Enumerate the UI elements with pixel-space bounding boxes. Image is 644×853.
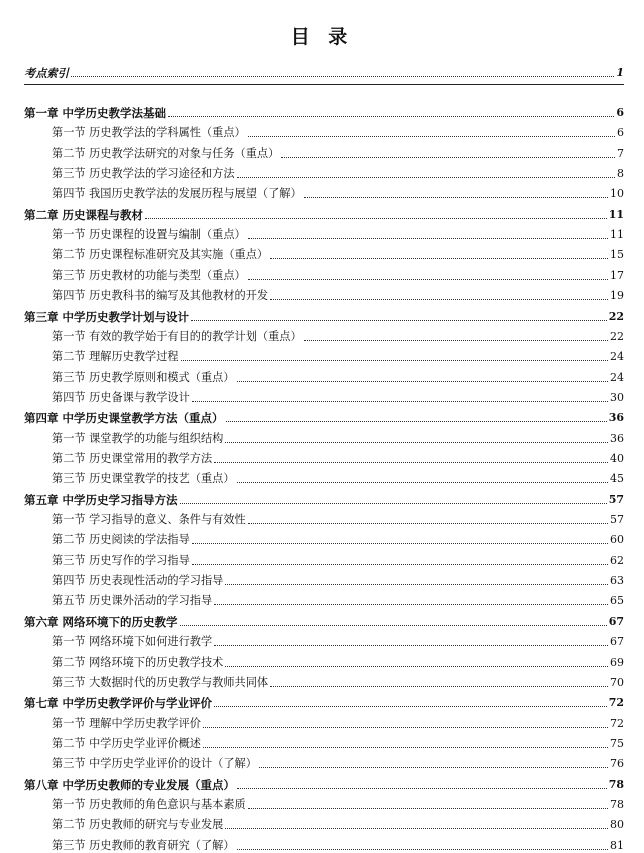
toc-section-label: 第四节 历史教科书的编写及其他教材的开发 xyxy=(52,289,269,303)
toc-section-page: 63 xyxy=(610,574,624,588)
toc-section-entry[interactable] xyxy=(52,147,624,161)
toc-section-label: 第三节 大数据时代的历史教学与教师共同体 xyxy=(52,675,269,689)
toc-section-entry[interactable] xyxy=(52,818,624,832)
leader-dots xyxy=(281,157,615,158)
leader-dots xyxy=(214,645,608,646)
toc-section-page: 22 xyxy=(610,329,624,343)
toc-chapter-page: 36 xyxy=(608,411,624,425)
toc-section-label: 第二节 历史课程标准研究及其实施（重点） xyxy=(52,248,269,262)
leader-dots xyxy=(71,76,615,77)
toc-section-label: 第三节 历史写作的学习指导 xyxy=(52,553,190,567)
toc-chapter-entry[interactable] xyxy=(24,615,624,629)
leader-dots xyxy=(248,238,608,239)
toc-section-page: 76 xyxy=(610,757,624,771)
toc-section-entry[interactable] xyxy=(52,574,624,588)
toc-section-entry[interactable] xyxy=(52,269,624,283)
leader-dots xyxy=(180,625,607,626)
toc-chapter-label: 第四章 中学历史课堂教学方法（重点） xyxy=(24,411,224,426)
toc-section-page: 72 xyxy=(610,716,624,730)
toc-section-page: 40 xyxy=(610,452,624,465)
toc-section-page: 78 xyxy=(610,797,624,811)
toc-section-entry[interactable] xyxy=(52,839,624,853)
toc-section-page: 62 xyxy=(610,553,624,567)
toc-section-page: 69 xyxy=(610,655,624,669)
leader-dots xyxy=(304,197,608,198)
toc-section-label: 第三节 历史教学法的学习途径和方法 xyxy=(52,167,235,180)
toc-section-page: 70 xyxy=(610,675,624,689)
toc-section-label: 第三节 历史教材的功能与类型（重点） xyxy=(52,268,246,282)
toc-section-page: 36 xyxy=(610,431,624,445)
toc-section-entry[interactable] xyxy=(52,126,624,140)
leader-dots xyxy=(214,604,608,605)
toc-section-label: 第一节 历史课程的设置与编制（重点） xyxy=(52,228,246,242)
leader-dots xyxy=(181,360,608,361)
toc-section-label: 第一节 历史教师的角色意识与基本素质 xyxy=(52,797,246,811)
leader-dots xyxy=(248,279,608,280)
toc-section-entry[interactable] xyxy=(52,452,624,466)
toc-section-page: 24 xyxy=(610,370,624,384)
toc-section-entry[interactable] xyxy=(52,391,624,405)
toc-chapter-entry[interactable] xyxy=(24,310,624,324)
toc-section-entry[interactable] xyxy=(52,248,624,262)
toc-section-page: 17 xyxy=(610,268,624,282)
toc-chapter-label: 第一章 中学历史教学法基础 xyxy=(24,106,167,120)
toc-chapter-entry[interactable] xyxy=(24,493,624,507)
toc-section-page: 15 xyxy=(610,248,624,262)
leader-dots xyxy=(304,340,608,341)
toc-section-page: 30 xyxy=(610,390,624,404)
leader-dots xyxy=(192,543,608,544)
toc-section-page: 6 xyxy=(617,126,624,140)
toc-section-label: 第三节 历史教学原则和模式（重点） xyxy=(52,370,235,384)
leader-dots xyxy=(145,218,607,219)
toc-chapter-page: 6 xyxy=(616,106,624,119)
toc-section-entry[interactable] xyxy=(52,737,624,751)
toc-section-entry[interactable] xyxy=(52,533,624,547)
leader-dots xyxy=(168,116,614,117)
toc-chapter-entry[interactable] xyxy=(24,208,624,222)
toc-section-label: 第一节 课堂教学的功能与组织结构 xyxy=(52,431,224,445)
leader-dots xyxy=(270,299,608,300)
divider-rule xyxy=(24,84,624,85)
leader-dots xyxy=(191,320,607,321)
toc-section-entry[interactable] xyxy=(52,228,624,242)
toc-section-page: 67 xyxy=(610,635,624,649)
toc-section-label: 第二节 历史课堂常用的教学方法 xyxy=(52,452,213,465)
toc-section-entry[interactable] xyxy=(52,289,624,303)
leader-dots xyxy=(237,788,607,789)
leader-dots xyxy=(248,808,608,809)
toc-chapter-entry[interactable] xyxy=(24,411,624,425)
toc-section-page: 80 xyxy=(610,818,624,832)
toc-section-entry[interactable] xyxy=(52,432,624,446)
toc-section-label: 第一节 理解中学历史教学评价 xyxy=(52,716,201,730)
toc-section-label: 第三节 历史课堂教学的技艺（重点） xyxy=(52,472,235,486)
toc-section-label: 第二节 历史教学法研究的对象与任务（重点） xyxy=(52,146,280,160)
toc-section-page: 75 xyxy=(610,736,624,750)
toc-section-page: 65 xyxy=(610,594,624,608)
toc-chapter-label: 第八章 中学历史教师的专业发展（重点） xyxy=(24,777,236,792)
toc-chapter-page: 57 xyxy=(608,492,624,506)
toc-section-entry[interactable] xyxy=(52,330,624,344)
leader-dots xyxy=(203,727,608,728)
leader-dots xyxy=(270,258,608,259)
toc-section-entry[interactable] xyxy=(52,676,624,690)
toc-section-label: 第一节 学习指导的意义、条件与有效性 xyxy=(52,513,246,526)
toc-chapter-page: 11 xyxy=(608,207,624,221)
leader-dots xyxy=(225,442,608,443)
toc-section-label: 第三节 中学历史学业评价的设计（了解） xyxy=(52,757,257,771)
toc-section-label: 第一节 网络环境下如何进行教学 xyxy=(52,635,213,649)
toc-section-label: 第二节 理解历史教学过程 xyxy=(52,350,179,364)
toc-section-entry[interactable] xyxy=(52,350,624,364)
toc-section-entry[interactable] xyxy=(52,554,624,568)
toc-section-entry[interactable] xyxy=(52,757,624,771)
toc-section-entry[interactable] xyxy=(52,167,624,181)
toc-section-label: 第二节 历史教师的研究与专业发展 xyxy=(52,818,224,832)
toc-section-entry[interactable] xyxy=(52,187,624,201)
toc-chapter-label: 第五章 中学历史学习指导方法 xyxy=(24,492,178,507)
toc-section-label: 第二节 中学历史学业评价概述 xyxy=(52,736,201,750)
toc-chapter-page: 72 xyxy=(608,696,624,710)
toc-section-label: 第一节 历史教学法的学科属性（重点） xyxy=(52,126,246,140)
toc-section-label: 第四节 我国历史教学法的发展历程与展望（了解） xyxy=(52,187,302,201)
leader-dots xyxy=(237,177,615,178)
toc-section-page: 24 xyxy=(610,350,624,364)
leader-dots xyxy=(248,136,615,137)
toc-chapter-entry[interactable] xyxy=(24,778,624,792)
leader-dots xyxy=(203,747,608,748)
toc-section-entry[interactable] xyxy=(52,513,624,527)
leader-dots xyxy=(237,849,608,850)
toc-chapter-label: 第三章 中学历史教学计划与设计 xyxy=(24,309,190,324)
toc-section-page: 19 xyxy=(610,289,624,303)
leader-dots xyxy=(214,706,607,707)
toc-chapter-label: 第六章 网络环境下的历史教学 xyxy=(24,614,178,629)
toc-index-label: 考点索引 xyxy=(24,66,69,80)
toc-chapter-page: 22 xyxy=(608,309,624,323)
toc-section-page: 7 xyxy=(617,146,624,160)
leader-dots xyxy=(192,401,608,402)
toc-chapter-page: 78 xyxy=(608,777,624,791)
leader-dots xyxy=(225,666,608,667)
toc-section-page: 57 xyxy=(610,513,624,526)
leader-dots xyxy=(237,381,608,382)
leader-dots xyxy=(214,462,608,463)
toc-section-page: 81 xyxy=(610,838,624,852)
leader-dots xyxy=(192,564,608,565)
leader-dots xyxy=(270,686,608,687)
leader-dots xyxy=(226,421,607,422)
toc-section-page: 60 xyxy=(610,533,624,547)
toc-section-label: 第四节 历史备课与教学设计 xyxy=(52,390,190,404)
toc-chapter-label: 第二章 历史课程与教材 xyxy=(24,207,144,222)
leader-dots xyxy=(248,523,608,524)
toc-section-entry[interactable] xyxy=(52,472,624,486)
leader-dots xyxy=(225,828,608,829)
toc-index-entry[interactable] xyxy=(24,66,624,80)
toc-section-page: 45 xyxy=(610,472,624,486)
toc-section-page: 8 xyxy=(617,167,624,180)
toc-section-entry[interactable] xyxy=(52,594,624,608)
toc-chapter-label: 第七章 中学历史教学评价与学业评价 xyxy=(24,696,213,711)
toc-section-entry[interactable] xyxy=(52,717,624,731)
toc-chapter-page: 67 xyxy=(608,614,624,628)
toc-section-page: 10 xyxy=(610,187,624,201)
toc-section-label: 第二节 网络环境下的历史教学技术 xyxy=(52,655,224,669)
leader-dots xyxy=(180,503,607,504)
toc-section-entry[interactable] xyxy=(52,635,624,649)
toc-section-label: 第二节 历史阅读的学法指导 xyxy=(52,533,190,547)
page-title: 目 录 xyxy=(290,26,354,48)
toc-section-label: 第四节 历史表现性活动的学习指导 xyxy=(52,574,224,588)
toc-chapter-entry[interactable] xyxy=(24,696,624,710)
toc-index-page: 1 xyxy=(616,66,624,79)
toc-section-label: 第五节 历史课外活动的学习指导 xyxy=(52,594,213,608)
leader-dots xyxy=(237,482,608,483)
toc-section-entry[interactable] xyxy=(52,798,624,812)
toc-section-page: 11 xyxy=(610,228,624,242)
leader-dots xyxy=(225,584,608,585)
toc-section-entry[interactable] xyxy=(52,656,624,670)
toc-chapter-entry[interactable] xyxy=(24,106,624,120)
leader-dots xyxy=(259,767,608,768)
toc-section-label: 第一节 有效的教学始于有目的的教学计划（重点） xyxy=(52,329,302,343)
toc-section-label: 第三节 历史教师的教育研究（了解） xyxy=(52,838,235,852)
toc-section-entry[interactable] xyxy=(52,371,624,385)
